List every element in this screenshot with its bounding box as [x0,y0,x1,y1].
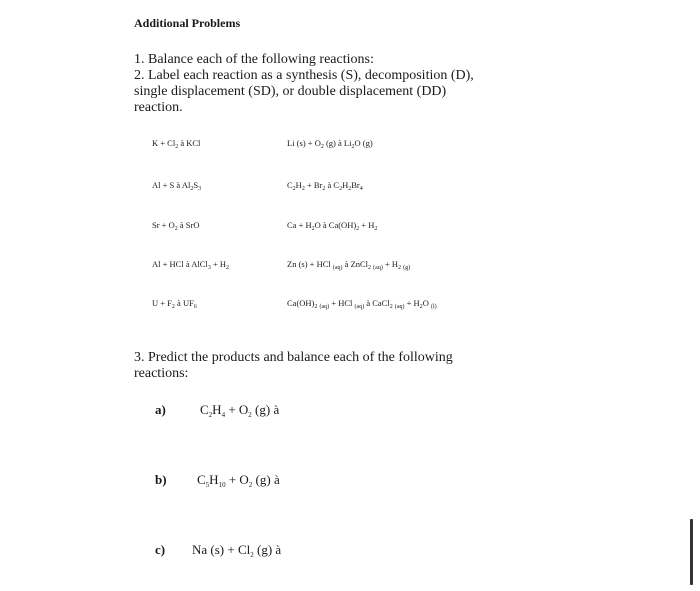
instruction-line-4: reaction. [134,100,183,115]
item-c-label: c) [155,542,166,557]
item-b-label: b) [155,472,167,487]
item-c-reaction: Na $(s) + Cl_2$ (g) à [192,542,282,559]
reaction-10: $Ca(OH)_2$ $_{(aq)}$ + HCl $_{(aq)}$ à CaCl$_2$ $_{(aq)} + H_2O$ $_{(l)}$ [287,298,437,310]
instruction-line-3: single displacement (SD), or double displacement (DD) [134,84,447,99]
reaction-5: $Sr + O_2$ à SrO [152,220,200,232]
reaction-3: Al + S à $Al_2S_3$ [152,180,202,192]
reaction-9: $U + F_2$ à $UF_6$ [152,298,197,310]
reaction-6: $Ca + H_2O$ à $Ca(OH)_2 + H_2$ [287,220,378,232]
part3-line-1: 3. Predict the products and balance each of the following [134,350,453,365]
reaction-7: Al + HCl à AlCl$_3$ + $H_2$ [152,259,229,271]
instruction-line-2: 2. Label each reaction as a synthesis (S), decomposition (D), [134,68,474,83]
part3-line-2: reactions: [134,366,189,381]
reaction-2: Li $(s) + O_2$ (g) à $Li_2O$ (g) [287,138,373,150]
item-b-reaction: $C_5H_{10} + O_2$ (g) à [197,472,280,489]
reaction-1: $K + Cl_2$ à KCl [152,138,201,150]
reaction-4: $C_2H_2 + Br_2$ à $C_2H_2Br_4$ [287,180,363,192]
page-heading: Additional Problems [134,16,241,30]
item-a-label: a) [155,402,166,417]
scrollbar[interactable] [690,519,693,585]
item-a-reaction: $C_2H_4 + O_2$ (g) à [200,402,280,419]
instruction-line-1: 1. Balance each of the following reactions: [134,52,374,67]
reaction-8: Zn (s) + HCl $_{(aq)}$ à ZnCl$_2$ $_{(aq)} + H_2$ $_{(g)}$ [287,259,411,271]
